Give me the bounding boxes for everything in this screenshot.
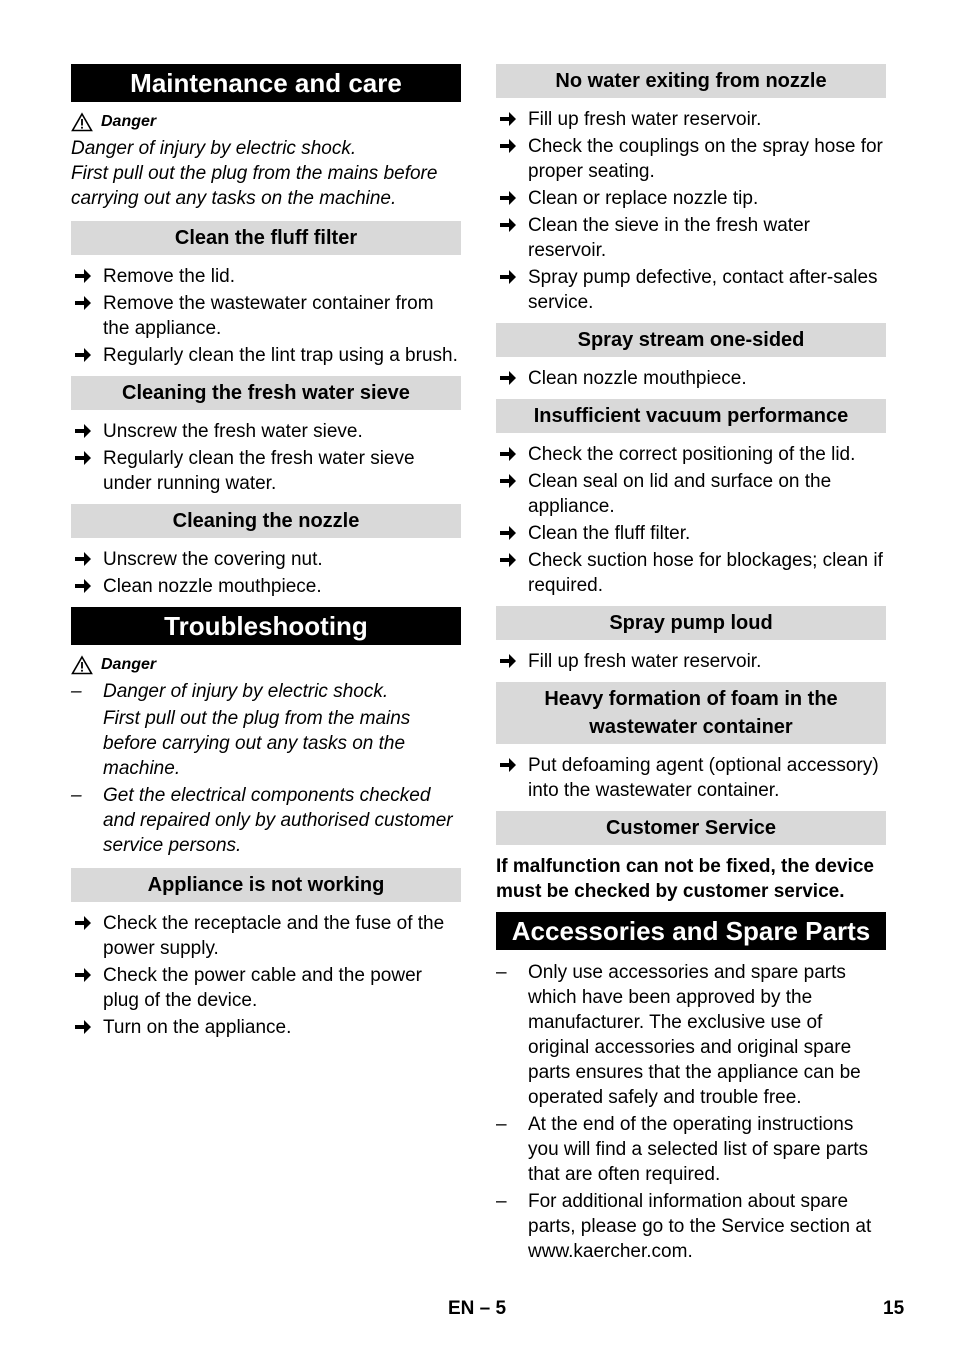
list-item-text: Get the electrical components checked and repaired only by authorised customer service persons.: [103, 785, 453, 856]
foam-list: [496, 753, 886, 803]
arrow-right-icon: [73, 549, 93, 569]
list-item-text: Danger of injury by electric shock.: [103, 681, 389, 702]
dash-bullet: –: [496, 962, 507, 983]
accessories-heading: Accessories and Spare Parts: [496, 912, 886, 950]
arrow-right-icon: [498, 215, 518, 235]
not-working-heading: Appliance is not working: [71, 868, 461, 902]
danger-list: [71, 679, 461, 858]
nozzle-heading: Cleaning the nozzle: [71, 504, 461, 538]
arrow-right-icon: [498, 109, 518, 129]
danger-label: [71, 112, 461, 132]
nozzle-list: [71, 547, 461, 599]
list-item: [496, 960, 886, 1110]
dash-bullet: –: [71, 785, 82, 806]
dash-bullet: –: [496, 1191, 507, 1212]
list-item-text: Regularly clean the fresh water sieve under running water.: [103, 448, 415, 494]
list-item-text: First pull out the plug from the mains before carrying out any tasks on the machine.: [103, 708, 411, 779]
list-item-text: Fill up fresh water reservoir.: [528, 651, 762, 672]
one-sided-heading: Spray stream one-sided: [496, 323, 886, 357]
list-item: [496, 213, 886, 263]
dash-bullet: –: [71, 681, 82, 702]
arrow-right-icon: [498, 136, 518, 156]
list-item-text: Turn on the appliance.: [103, 1017, 292, 1038]
customer-service-heading: Customer Service: [496, 811, 886, 845]
arrow-right-icon: [498, 471, 518, 491]
list-item: [496, 442, 886, 467]
vacuum-heading: Insufficient vacuum performance: [496, 399, 886, 433]
arrow-right-icon: [73, 448, 93, 468]
list-item-text: Unscrew the fresh water sieve.: [103, 421, 363, 442]
no-water-list: [496, 107, 886, 315]
list-item-text: Remove the wastewater container from the appliance.: [103, 293, 434, 339]
list-item-text: Clean nozzle mouthpiece.: [528, 368, 747, 389]
list-item: [496, 265, 886, 315]
customer-service-text: If malfunction can not be fixed, the device must be checked by customer service.: [496, 856, 874, 902]
list-item: [496, 107, 886, 132]
no-water-heading: No water exiting from nozzle: [496, 64, 886, 98]
not-working-list: [71, 911, 461, 1040]
list-item: [71, 911, 461, 961]
list-item-text: Check the couplings on the spray hose for proper seating.: [528, 136, 883, 182]
list-item-text: Check suction hose for blockages; clean if required.: [528, 550, 883, 596]
list-item-text: Only use accessories and spare parts which have been approved by the manufacturer. The exclusive use of original accessories and original spare parts ensures that the appliance can be operated safely and trouble free.: [528, 962, 861, 1108]
list-item-text: Check the receptacle and the fuse of the power supply.: [103, 913, 445, 959]
list-item-text: Regularly clean the lint trap using a brush.: [103, 345, 458, 366]
arrow-right-icon: [498, 651, 518, 671]
maintenance-heading: Maintenance and care: [71, 64, 461, 102]
arrow-right-icon: [73, 1017, 93, 1037]
pump-loud-heading: Spray pump loud: [496, 606, 886, 640]
left-column: [71, 64, 461, 1042]
arrow-right-icon: [73, 421, 93, 441]
danger-label-text: Danger: [101, 113, 157, 130]
list-item: [496, 548, 886, 598]
arrow-right-icon: [498, 267, 518, 287]
footer-page-number: 15: [883, 1298, 905, 1319]
list-item-continuation: [71, 706, 461, 781]
list-item: [71, 1015, 461, 1040]
list-item: [71, 679, 461, 704]
list-item-text: Clean nozzle mouthpiece.: [103, 576, 322, 597]
list-item: [496, 134, 886, 184]
one-sided-list: [496, 366, 886, 391]
list-item: [496, 186, 886, 211]
list-item: [71, 343, 461, 368]
list-item: [71, 547, 461, 572]
fluff-filter-heading: Clean the fluff filter: [71, 221, 461, 255]
arrow-right-icon: [498, 444, 518, 464]
list-item-text: Spray pump defective, contact after-sales service.: [528, 267, 878, 313]
list-item: [71, 264, 461, 289]
list-item-text: Clean the sieve in the fresh water reservoir.: [528, 215, 810, 261]
danger-label-text: Danger: [101, 656, 157, 673]
list-item: [496, 469, 886, 519]
list-item-text: At the end of the operating instructions you will find a selected list of spare parts that are often required.: [528, 1114, 869, 1185]
arrow-right-icon: [498, 523, 518, 543]
list-item-text: Put defoaming agent (optional accessory) into the wastewater container.: [528, 755, 879, 801]
arrow-right-icon: [73, 913, 93, 933]
list-item: [496, 1112, 886, 1187]
list-item: [71, 419, 461, 444]
arrow-right-icon: [73, 293, 93, 313]
arrow-right-icon: [498, 550, 518, 570]
danger-text: First pull out the plug from the mains before carrying out any tasks on the machine.: [71, 163, 438, 209]
list-item-text: Check the correct positioning of the lid.: [528, 444, 856, 465]
arrow-right-icon: [498, 755, 518, 775]
list-item: [71, 783, 461, 858]
danger-text: Danger of injury by electric shock.: [71, 138, 357, 159]
list-item: [496, 649, 886, 674]
list-item-text: Clean or replace nozzle tip.: [528, 188, 759, 209]
arrow-right-icon: [73, 576, 93, 596]
list-item: [71, 963, 461, 1013]
right-column: [496, 64, 886, 1266]
accessories-list: [496, 960, 886, 1264]
troubleshooting-heading: Troubleshooting: [71, 607, 461, 645]
arrow-right-icon: [73, 266, 93, 286]
arrow-right-icon: [498, 368, 518, 388]
list-item: [71, 291, 461, 341]
list-item-text: Clean seal on lid and surface on the appliance.: [528, 471, 832, 517]
vacuum-list: [496, 442, 886, 598]
list-item-text: Fill up fresh water reservoir.: [528, 109, 762, 130]
foam-heading: Heavy formation of foam in the wastewater container: [496, 682, 886, 744]
list-item: [71, 574, 461, 599]
pump-loud-list: [496, 649, 886, 674]
arrow-right-icon: [73, 345, 93, 365]
list-item: [496, 1189, 886, 1264]
list-item: [496, 366, 886, 391]
dash-bullet: –: [496, 1114, 507, 1135]
list-item: [496, 521, 886, 546]
warning-triangle-icon: [71, 655, 93, 675]
list-item-text: Check the power cable and the power plug of the device.: [103, 965, 422, 1011]
sieve-heading: Cleaning the fresh water sieve: [71, 376, 461, 410]
warning-triangle-icon: [71, 112, 93, 132]
list-item-text: For additional information about spare parts, please go to the Service section at www.kaercher.com.: [528, 1191, 872, 1262]
sieve-list: [71, 419, 461, 496]
arrow-right-icon: [73, 965, 93, 985]
list-item: [496, 753, 886, 803]
fluff-filter-list: [71, 264, 461, 368]
list-item-text: Unscrew the covering nut.: [103, 549, 323, 570]
danger-label: [71, 655, 461, 675]
list-item-text: Clean the fluff filter.: [528, 523, 691, 544]
arrow-right-icon: [498, 188, 518, 208]
list-item-text: Remove the lid.: [103, 266, 236, 287]
list-item: [71, 446, 461, 496]
footer-language-page: EN – 5: [448, 1298, 507, 1319]
